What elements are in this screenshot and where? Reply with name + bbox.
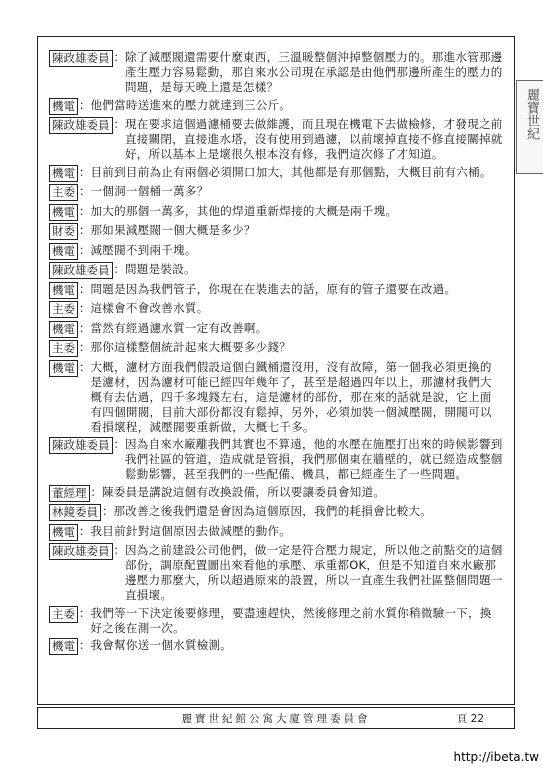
speaker-colon: ： [113, 437, 125, 451]
speech-text: 一個洞一個桶一萬多？ [90, 184, 209, 198]
speech-text: 我們等一下決定後要修理，要盡速趕快，然後修理之前水質你稍微驗一下，換好之後在測一次。 [90, 605, 492, 635]
speaker-colon: ： [113, 117, 125, 131]
dialogue-turn [49, 301, 503, 318]
speech-text: 因為自來水廠離我們其實也不算遠，他的水壓在施壓打出來的時候影響到我們社區的管道，造成就是管損，我們那個東在牆壁的，就已經造成整個鬆動影響，甚至我們的一些配備、機具，都已經產生了一些問題。 [125, 437, 503, 481]
dialogue-turn [49, 262, 503, 279]
speaker-colon: ： [113, 50, 125, 64]
speaker-colon: ： [79, 203, 91, 218]
speech-text: 目前到目前為止有兩個必須開口加大，其他都是有那個點，大概目前有六桶。 [90, 164, 492, 179]
speech-text: 那如果減壓閥一個大概是多少？ [90, 223, 256, 237]
speech-text: 問題是因為我們管子，你現在在裝進去的話，原有的管子還要在改過。 [90, 281, 457, 296]
speaker-label: 陳政雄委員 [49, 117, 113, 134]
dialogue-turn [49, 437, 503, 482]
dialogue-turn [49, 340, 503, 357]
speech-text: 這樣會不會改善水質。 [90, 301, 209, 315]
dialogue-turn [49, 543, 503, 603]
speaker-colon: ： [113, 543, 125, 557]
speaker-colon: ： [79, 301, 91, 315]
speaker-colon: ： [79, 320, 91, 335]
speaker-label: 機電 [49, 321, 78, 338]
dialogue-turn [49, 98, 503, 115]
dialogue-turn [49, 321, 503, 338]
speech-text: 他們當時送進來的壓力就達到三公斤。 [90, 97, 292, 112]
speech-text: 陳委員是講說這個有改換設備，所以要讓委員會知道。 [102, 484, 386, 499]
speaker-label: 主委 [49, 301, 78, 318]
speaker-label: 機電 [49, 360, 78, 377]
dialogue-turn [49, 184, 503, 201]
speaker-colon: ： [113, 262, 125, 276]
speaker-label: 機電 [49, 243, 78, 260]
speech-text: 減壓閥不到兩千塊。 [90, 242, 197, 257]
speaker-label: 機電 [49, 98, 78, 115]
speaker-colon: ： [79, 184, 91, 198]
speech-text: 現在要求這個過濾桶要去做維護，而且現在機電下去做檢修，才發現之前直接關閉，直接進水塔，沒有使用到過濾，以前壞掉直接不修直接關掉就好，所以基本上是壞很久根本沒有修，我們這次修了才知道。 [125, 117, 503, 161]
speaker-label: 林鏡委員 [49, 504, 101, 521]
speaker-colon: ： [79, 281, 91, 296]
speech-text: 除了減壓閥還需要什麼東西，三溫暖整個沖掉整個壓力的。那進水管那邊產生壓力容易鬆動，那自來水公司現在承認是由他們那邊所產生的壓力的問題，是每天晚上還是怎樣？ [125, 50, 503, 94]
speaker-label: 陳政雄委員 [49, 437, 113, 454]
speaker-label: 機電 [49, 524, 78, 541]
minutes-body [49, 50, 503, 658]
page-footer [37, 707, 515, 729]
page-number: 頁 22 [456, 712, 484, 725]
speaker-colon: ： [79, 523, 91, 538]
speaker-colon: ： [79, 242, 91, 257]
speaker-label: 機電 [49, 638, 78, 655]
dialogue-turn [49, 360, 503, 435]
speaker-colon: ： [79, 340, 91, 354]
speaker-label: 陳政雄委員 [49, 543, 113, 560]
speaker-label: 機電 [49, 204, 78, 221]
dialogue-turn [49, 243, 503, 260]
speech-text: 那你這樣整個統計起來大概要多少錢？ [90, 340, 292, 354]
speaker-label: 主委 [49, 184, 78, 201]
footer-committee-name: 麗寶世紀館公寓大廈管理委員會 [181, 712, 371, 725]
speaker-colon: ： [79, 223, 91, 237]
dialogue-turn [49, 223, 503, 240]
speaker-colon: ： [79, 638, 91, 652]
speaker-colon: ： [102, 504, 114, 518]
speaker-label: 陳政雄委員 [49, 262, 113, 279]
dialogue-turn [49, 165, 503, 182]
speaker-label: 陳政雄委員 [49, 50, 113, 67]
dialogue-turn [49, 638, 503, 655]
speech-text: 大概，濾材方面我們假設這個白鐵桶還沒用，沒有故障，第一個我必須更換的是濾材，因為濾材可能已經四年幾年了，甚至是超過四年以上，那濾材我們大概有去估過，四千多塊錢左右，這是濾材的部份，那在來的話就是說，它上面有四個開閥，目前大部份都沒有鬆掉，另外，必須加裝一個減壓閥，開閥可以看損壞程，減壓閥要重新做，大概七千多。 [90, 359, 492, 434]
side-tab-label: 麗寶世紀 [524, 88, 539, 140]
speech-text: 那改善之後我們還是會因為這個原因，我們的耗損會比較大。 [113, 504, 433, 518]
watermark-url: http://ibeta.tw [453, 750, 539, 764]
speaker-label: 財委 [49, 223, 78, 240]
speaker-label: 主委 [49, 606, 78, 623]
speech-text: 我目前針對這個原因去做減壓的動作。 [90, 523, 292, 538]
speech-text: 當然有經過濾水質一定有改善啊。 [90, 320, 268, 335]
speaker-label: 機電 [49, 282, 78, 299]
speaker-label: 主委 [49, 340, 78, 357]
dialogue-turn [49, 606, 503, 636]
speech-text: 問題是裝設。 [125, 262, 196, 276]
speaker-colon: ： [79, 605, 91, 620]
dialogue-turn [49, 504, 503, 521]
speech-text: 因為之前建設公司他們，做一定是符合壓力規定，所以他之前點交的這個部份，調原配置圖出來看他的承壓、承重都OK，但是不知道自來水廠那邊壓力那麼大，所以超過原來的設置，所以一直產生我們社區整個問題一直損壞。 [125, 543, 503, 602]
dialogue-turn [49, 50, 503, 95]
dialogue-turn [49, 282, 503, 299]
speech-text: 加大的那個一萬多，其他的焊道重新焊接的大概是兩千塊。 [90, 203, 398, 218]
dialogue-turn [49, 485, 503, 502]
dialogue-turn [49, 117, 503, 162]
speaker-label: 董經理 [49, 485, 90, 502]
speaker-colon: ： [79, 164, 91, 179]
speaker-label: 機電 [49, 165, 78, 182]
speaker-colon: ： [90, 484, 102, 499]
speech-text: 我會幫你送一個水質檢測。 [90, 638, 233, 652]
speaker-colon: ： [79, 97, 91, 112]
speaker-colon: ： [79, 359, 91, 374]
dialogue-turn [49, 524, 503, 541]
dialogue-turn [49, 204, 503, 221]
